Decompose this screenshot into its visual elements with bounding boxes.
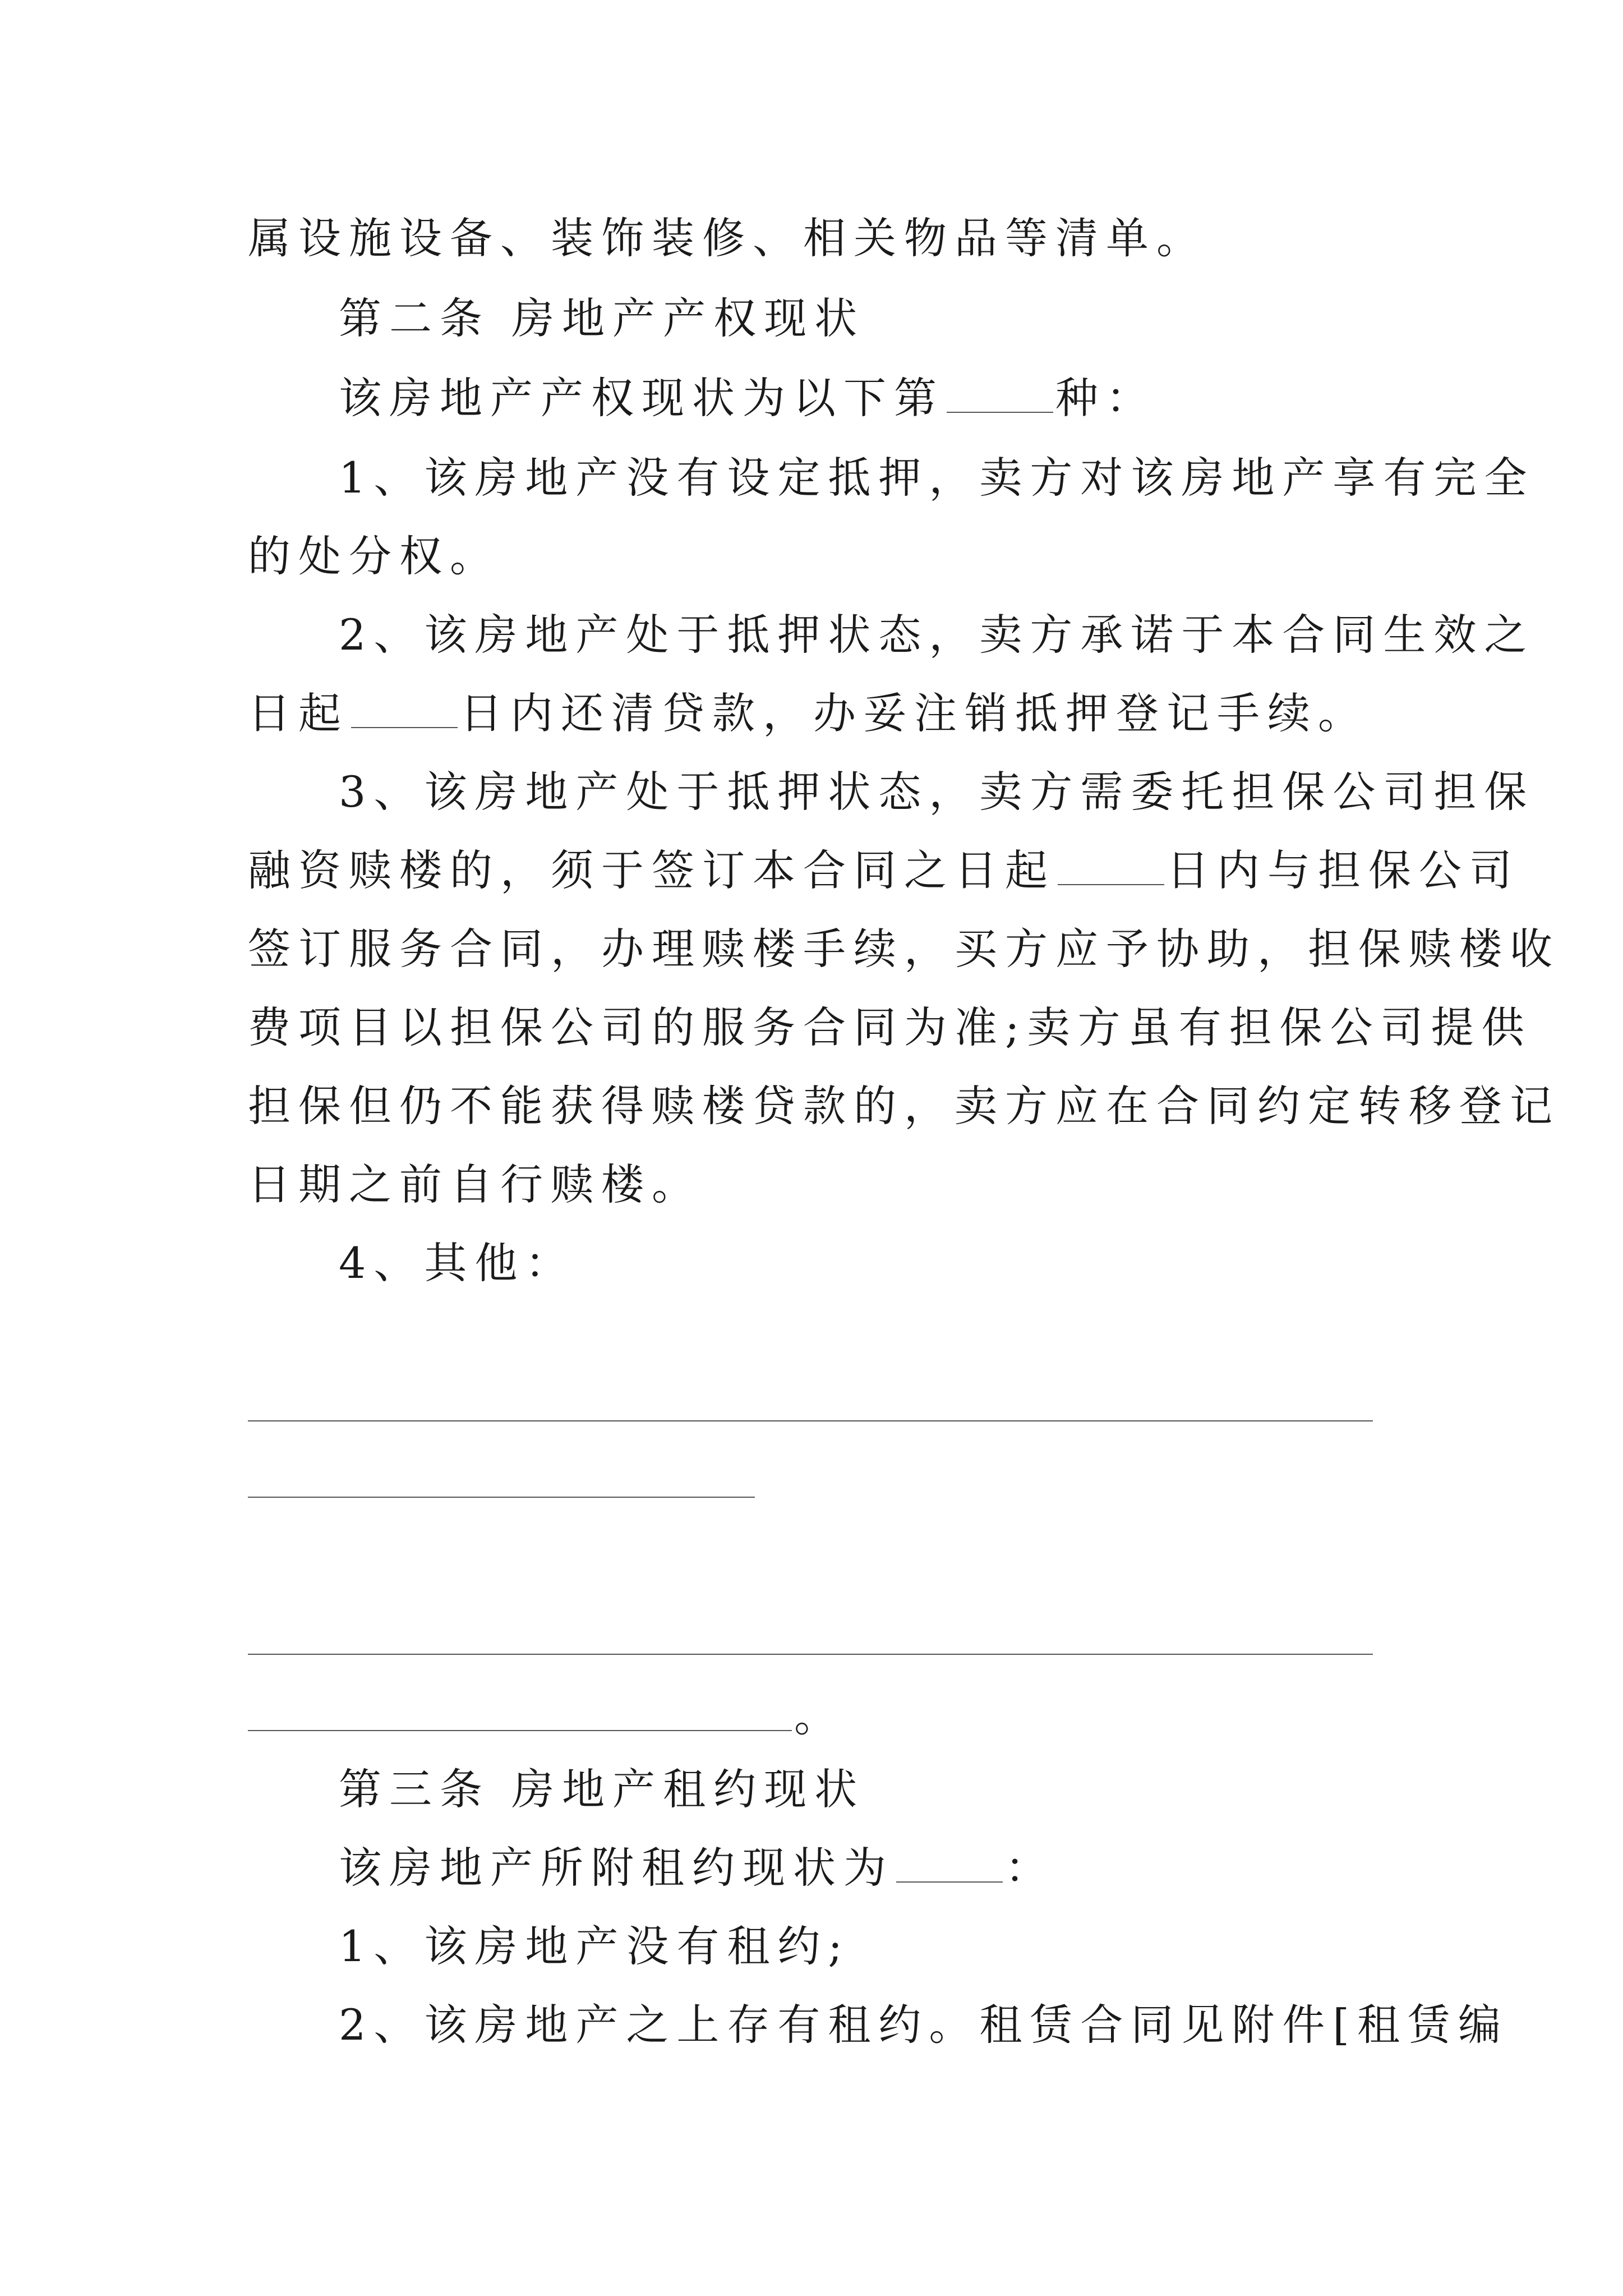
text-line: 4、其他：	[339, 1238, 576, 1288]
text-line: 属设施设备、装饰装修、相关物品等清单。	[248, 213, 1207, 263]
text-line: 1、该房地产没有设定抵押，卖方对该房地产享有完全	[339, 453, 1535, 503]
fill-line	[248, 1420, 1373, 1421]
text-segment: 种：	[1055, 373, 1156, 423]
fill-blank	[896, 1881, 1003, 1883]
fill-blank	[1058, 884, 1164, 885]
fill-blank	[351, 726, 458, 728]
fill-line	[248, 1654, 1373, 1655]
text-line: 2、该房地产之上存有租约。租赁合同见附件[租赁编	[339, 2000, 1509, 2050]
text-line: 费项目以担保公司的服务合同为准;卖方虽有担保公司提供	[248, 1002, 1532, 1052]
text-line: 3、该房地产处于抵押状态，卖方需委托担保公司担保	[339, 767, 1535, 817]
text-line: 日期之前自行赎楼。	[248, 1159, 702, 1209]
text-segment: 该房地产所附租约现状为	[339, 1843, 894, 1893]
text-line: 的处分权。	[248, 531, 500, 581]
fill-line	[248, 1730, 792, 1731]
text-line	[339, 370, 1156, 426]
article-heading: 第三条 房地产租约现状	[339, 1764, 865, 1814]
text-segment: 日内与担保公司	[1166, 845, 1520, 895]
text-line	[248, 685, 1368, 742]
text-line: 1、该房地产没有租约;	[339, 1921, 850, 1971]
text-line	[248, 843, 1520, 899]
text-line: 签订服务合同，办理赎楼手续，买方应予协助，担保赎楼收	[248, 924, 1560, 974]
fill-blank	[947, 411, 1053, 413]
text-line: 2、该房地产处于抵押状态，卖方承诺于本合同生效之	[339, 610, 1535, 660]
text-line: 担保但仍不能获得赎楼贷款的，卖方应在合同约定转移登记	[248, 1081, 1560, 1131]
text-segment: 日内还清贷款，办妥注销抵押登记手续。	[460, 688, 1368, 738]
text-segment: 融资赎楼的，须于签订本合同之日起	[248, 845, 1055, 895]
text-segment: 日起	[248, 688, 349, 738]
end-punctuation: 。	[794, 1691, 837, 1741]
article-heading: 第二条 房地产产权现状	[339, 293, 865, 343]
text-segment: 该房地产产权现状为以下第	[339, 373, 944, 423]
fill-line	[248, 1497, 755, 1498]
text-segment: ：	[1005, 1843, 1055, 1893]
text-line	[339, 1840, 1055, 1896]
